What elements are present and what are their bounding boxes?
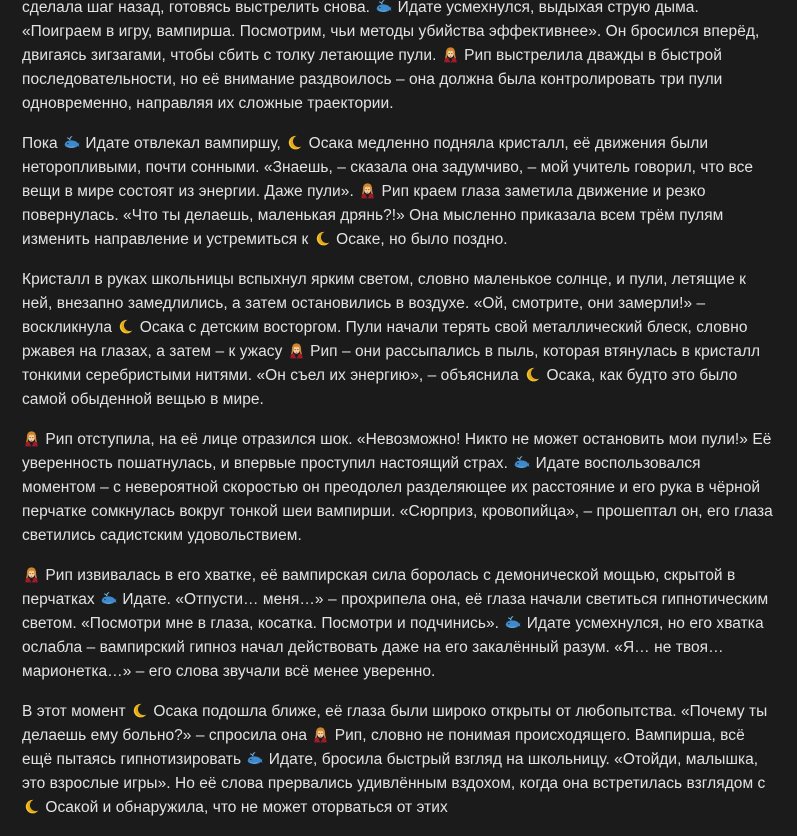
whale-icon — [63, 134, 80, 151]
moon-icon — [314, 230, 331, 247]
whale-icon — [100, 590, 117, 607]
paragraph — [22, 700, 774, 820]
text-run: Осака, как будто это было самой обыденной вещью в мире. — [22, 367, 738, 408]
text-run: В этот момент — [22, 703, 131, 720]
text-run: Рип извивалась в его хватке, её вампирская сила боролась с демонической мощью, скрытой в перчатках — [22, 567, 736, 608]
text-run: Рип краем глаза заметила движение и резко повернулась. «Что ты делаешь, маленькая дрянь?!» Она мысленно приказала всем трём пулям изменить направление и устремиться к — [22, 183, 724, 248]
whale-icon — [246, 750, 263, 767]
text-run: Идате. «Отпусти… меня…» – прохрипела она, её глаза начали светиться гипнотическим светом. «Посмотри мне в глаза, косатка. Посмотри и подчинись». — [22, 591, 769, 632]
text-run: Осака с детским восторгом. Пули начали терять свой металлический блеск, словно ржавея на глазах, а затем – к ужасу — [22, 319, 748, 360]
text-run: Кристалл в руках школьницы вспыхнул ярким светом, словно маленькое солнце, и пули, летящие к ней, внезапно замедлились, а затем остановились в воздухе. «Ой, смотрите, они замерли!» – воскликнула — [22, 271, 747, 336]
vampire-icon — [312, 726, 329, 743]
text-run: Пока — [22, 135, 63, 152]
text-run: Рип отступила, на её лице отразился шок. «Невозможно! Никто не может остановить мои пули!» Её уверенность пошатнулась, и впервые проступил настоящий страх. — [22, 431, 772, 472]
text-run: Идате усмехнулся, выдыхая струю дыма. «Поиграем в игру, вампирша. Посмотрим, чьи методы убийства эффективнее». Он бросился вперёд, двигаясь зигзагами, чтобы сбить с толку летающие пули. — [22, 0, 760, 64]
text-run: Осака подошла ближе, её глаза были широко открыты от любопытства. «Почему ты делаешь ему больно?» – спросила она — [22, 703, 768, 744]
text-run: Осака медленно подняла кристалл, её движения были неторопливыми, почти сонными. «Знаешь, – сказала она задумчиво, – мой учитель говорил, что все вещи в мире состоят из энергии. Даже пули». — [22, 135, 754, 200]
text-run: Идате воспользовался моментом – с невероятной скоростью он преодолел разделяющее их расстояние и его рука в чёрной перчатке сомкнулась вокруг тонкой шеи вампирши. «Сюрприз, кровопийца», – прошептал он, его глаза светились садистским удовольствием. — [22, 455, 773, 544]
moon-icon — [286, 134, 303, 151]
text-run: Осакой и обнаружила, что не может оторваться от этих — [41, 799, 448, 816]
paragraph — [22, 428, 774, 548]
text-run: Рип – они рассыпались в пыль, которая втянулась в кристалл тонкими серебристыми нитями. «Он съел их энергию», – объяснила — [22, 343, 761, 384]
vampire-icon — [23, 430, 40, 447]
moon-icon — [524, 366, 541, 383]
moon-icon — [117, 318, 134, 335]
vampire-icon — [288, 342, 305, 359]
paragraph — [22, 268, 774, 412]
text-run: Идате, бросила быстрый взгляд на школьницу. «Отойди, малышка, это взрослые игры». Но её слова прервались удивлённым вздохом, когда она встретилась взглядом с — [22, 751, 766, 792]
text-run: Рип выстрелила дважды в быстрой последовательности, но её внимание раздвоилось – она должна была контролировать три пули одновременно, направляя их сложные траектории. — [22, 47, 723, 112]
vampire-icon — [442, 46, 459, 63]
moon-icon — [23, 798, 40, 815]
paragraph — [22, 564, 774, 684]
vampire-icon — [359, 182, 376, 199]
moon-icon — [131, 702, 148, 719]
text-run: Идате усмехнулся, но его хватка ослабла – вампирский гипноз начал действовать даже на его закалённый разум. «Я… не твоя… марионетка…» – его слова звучали всё менее уверенно. — [22, 615, 764, 680]
text-run: Рип, словно не понимая происходящего. Вампирша, всё ещё пытаясь гипнотизировать — [22, 727, 745, 768]
document-body — [22, 0, 774, 836]
whale-icon — [375, 0, 392, 15]
whale-icon — [513, 454, 530, 471]
paragraph — [22, 0, 774, 116]
paragraph — [22, 132, 774, 252]
text-run: Осаке, но было поздно. — [331, 231, 508, 248]
vampire-icon — [23, 566, 40, 583]
text-run: Идате отвлекал вампиршу, — [81, 135, 286, 152]
text-run: сделала шаг назад, готовясь выстрелить снова. — [22, 0, 375, 16]
whale-icon — [504, 614, 521, 631]
